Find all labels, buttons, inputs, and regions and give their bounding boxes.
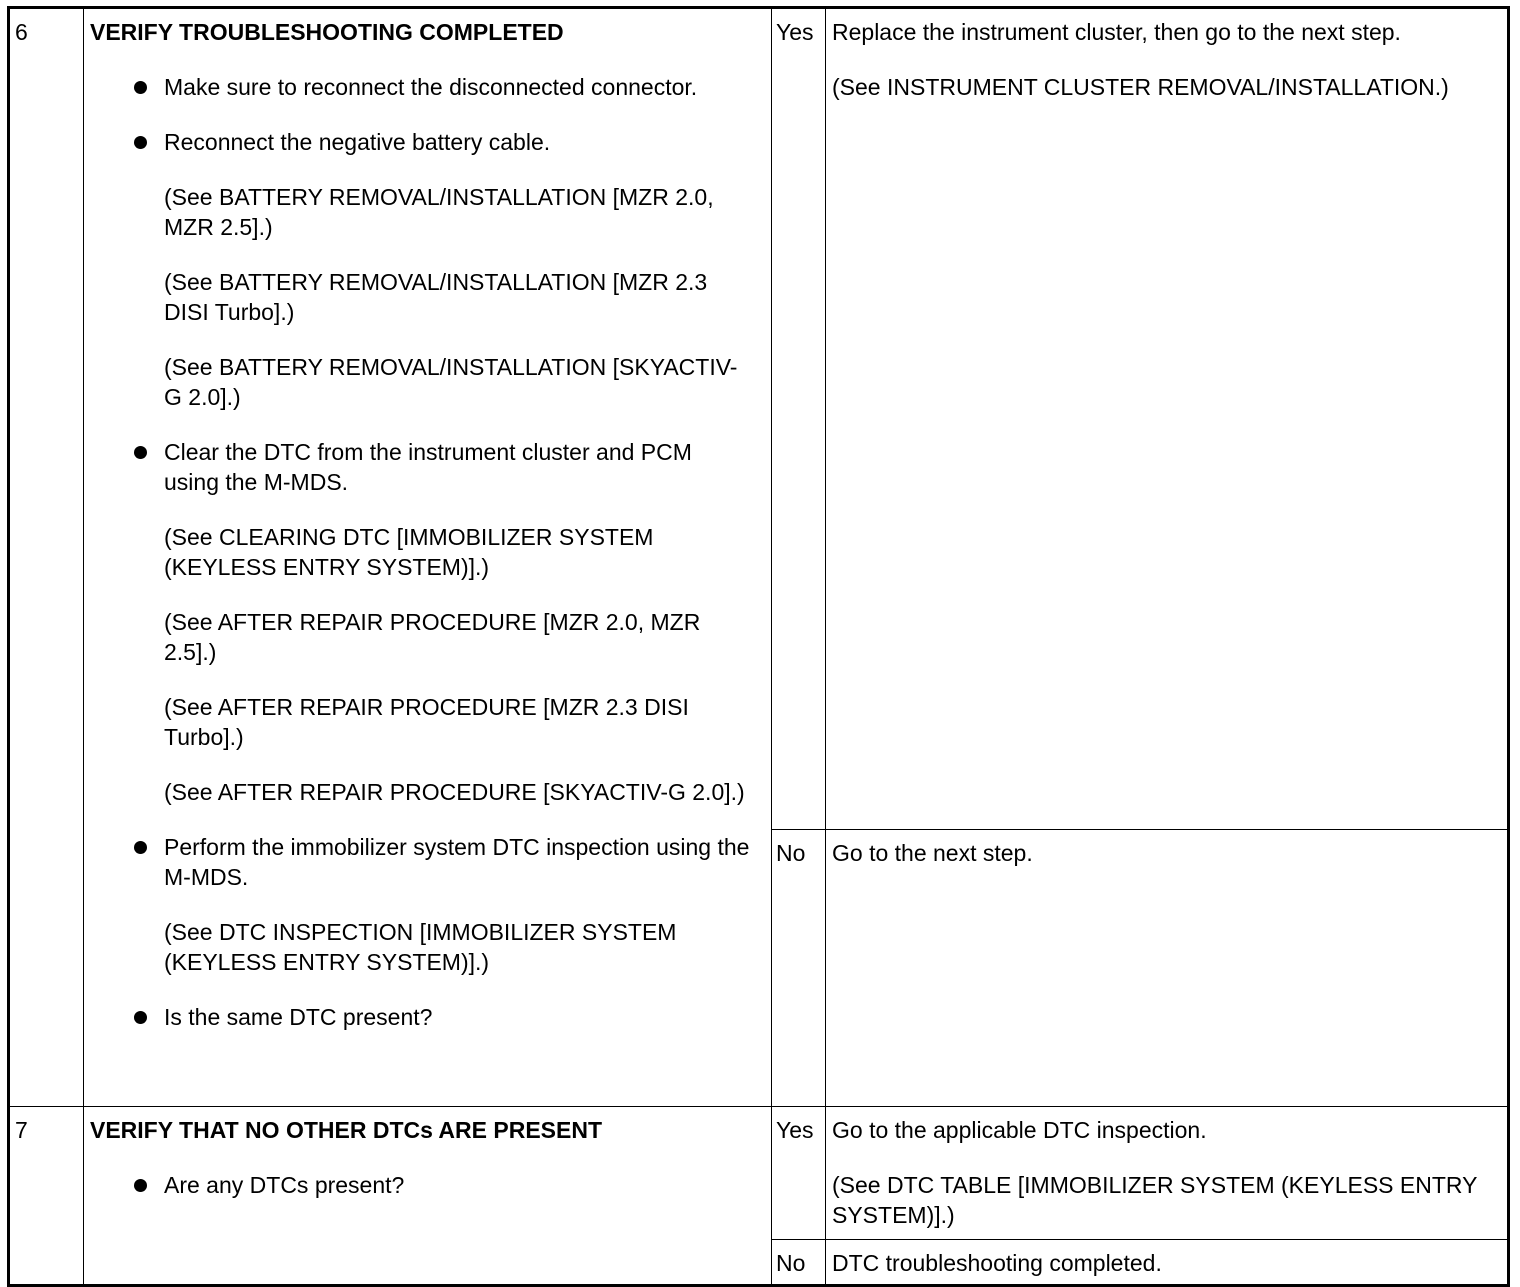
list-item <box>90 437 751 807</box>
bullet-icon <box>134 446 147 459</box>
bullet-text: Is the same DTC present? <box>164 1004 433 1030</box>
step-7-row-yes <box>9 1107 1509 1240</box>
step-6-row-yes <box>9 8 1509 830</box>
list-item <box>90 1170 751 1200</box>
answer-yes-label: Yes <box>772 1107 826 1240</box>
troubleshooting-table <box>7 6 1510 1287</box>
list-item <box>90 72 751 102</box>
list-item <box>90 1002 751 1032</box>
bullet-icon <box>134 81 147 94</box>
answer-no-label: No <box>772 1240 826 1286</box>
answer-no-label: No <box>772 830 826 1107</box>
bullet-text: Clear the DTC from the instrument cluster and PCM using the M-MDS. <box>164 439 692 495</box>
reference-link[interactable]: (See DTC INSPECTION [IMMOBILIZER SYSTEM (KEYLESS ENTRY SYSTEM)].) <box>164 919 677 975</box>
bullet-text: Make sure to reconnect the disconnected connector. <box>164 74 698 100</box>
bullet-text: Perform the immobilizer system DTC inspection using the M-MDS. <box>164 834 750 890</box>
bullet-text: Reconnect the negative battery cable. <box>164 129 551 155</box>
reference-link[interactable]: (See AFTER REPAIR PROCEDURE [MZR 2.0, MZR 2.5].) <box>164 609 701 665</box>
reference-link[interactable]: (See CLEARING DTC [IMMOBILIZER SYSTEM (KEYLESS ENTRY SYSTEM)].) <box>164 524 654 580</box>
bullet-icon <box>134 1179 147 1192</box>
answer-yes-result <box>826 8 1509 830</box>
reference-link[interactable]: (See BATTERY REMOVAL/INSTALLATION [MZR 2.0, MZR 2.5].) <box>164 184 714 240</box>
list-item <box>90 832 751 977</box>
step-number: 7 <box>9 1107 84 1286</box>
step-action-cell <box>84 8 772 1107</box>
result-text: Go to the applicable DTC inspection. <box>832 1117 1207 1143</box>
answer-yes-label: Yes <box>772 8 826 830</box>
bullet-icon <box>134 841 147 854</box>
answer-no-result <box>826 1240 1509 1286</box>
step-title: VERIFY TROUBLESHOOTING COMPLETED <box>90 19 564 45</box>
step-title: VERIFY THAT NO OTHER DTCs ARE PRESENT <box>90 1117 603 1143</box>
list-item <box>90 127 751 412</box>
reference-link[interactable]: (See AFTER REPAIR PROCEDURE [SKYACTIV-G 2.0].) <box>164 779 745 805</box>
reference-link[interactable]: (See AFTER REPAIR PROCEDURE [MZR 2.3 DISI Turbo].) <box>164 694 689 750</box>
bullet-icon <box>134 136 147 149</box>
reference-link[interactable]: (See DTC TABLE [IMMOBILIZER SYSTEM (KEYLESS ENTRY SYSTEM)].) <box>832 1172 1478 1228</box>
step-action-cell <box>84 1107 772 1286</box>
answer-no-result <box>826 830 1509 1107</box>
step-number: 6 <box>9 8 84 1107</box>
bullet-list <box>90 72 751 1032</box>
bullet-list <box>90 1170 751 1200</box>
bullet-text: Are any DTCs present? <box>164 1172 405 1198</box>
result-text: DTC troubleshooting completed. <box>832 1250 1162 1276</box>
reference-link[interactable]: (See BATTERY REMOVAL/INSTALLATION [SKYACTIV-G 2.0].) <box>164 354 738 410</box>
result-text: Go to the next step. <box>832 840 1033 866</box>
bullet-icon <box>134 1011 147 1024</box>
answer-yes-result <box>826 1107 1509 1240</box>
reference-link[interactable]: (See BATTERY REMOVAL/INSTALLATION [MZR 2.3 DISI Turbo].) <box>164 269 708 325</box>
result-text: Replace the instrument cluster, then go to the next step. <box>832 19 1401 45</box>
reference-link[interactable]: (See INSTRUMENT CLUSTER REMOVAL/INSTALLATION.) <box>832 74 1449 100</box>
